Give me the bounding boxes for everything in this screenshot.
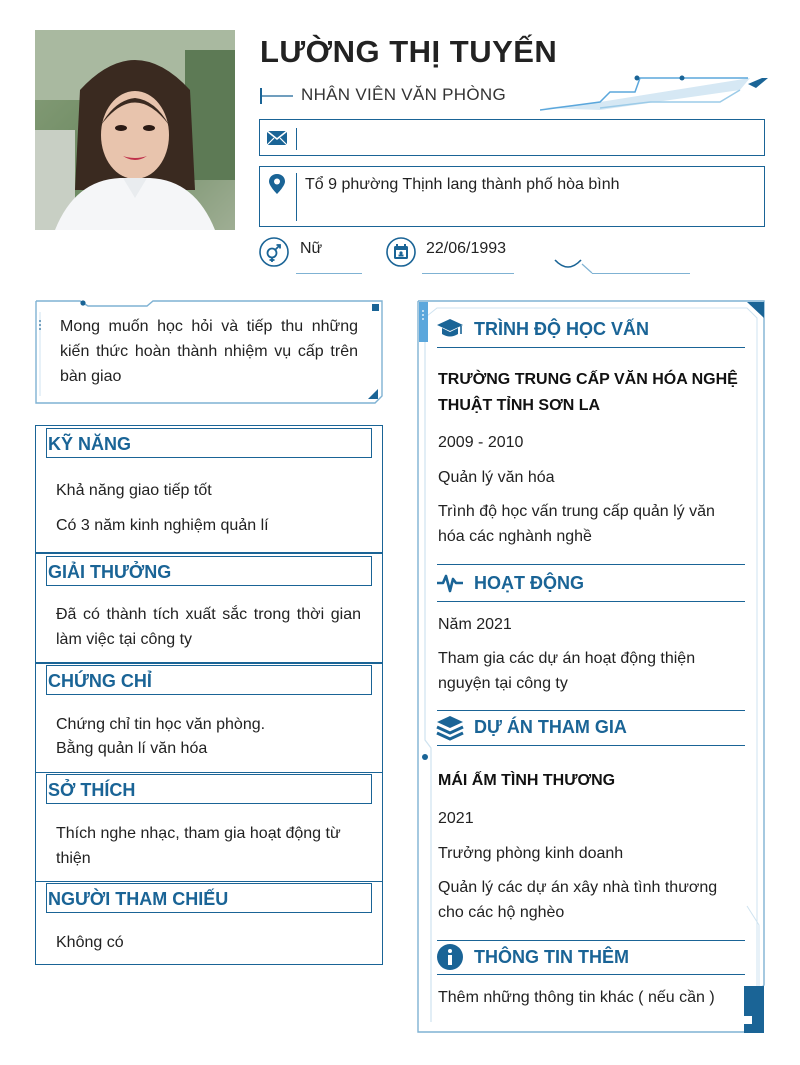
skill-item: Khả năng giao tiếp tốt — [56, 482, 212, 499]
email-box — [259, 119, 765, 156]
extra-title: THÔNG TIN THÊM — [474, 947, 629, 967]
profile-photo — [35, 30, 235, 230]
certificate-item: Bằng quản lí văn hóa — [56, 740, 208, 757]
hobbies-text: Thích nghe nhạc, tham gia hoạt động từ thiện — [56, 825, 341, 867]
projects-top-rule — [437, 710, 745, 711]
calendar-icon — [386, 237, 416, 267]
career-objective: Mong muốn học hỏi và tiếp thu những kiến thức hoàn thành nhiệm vụ cấp trên bàn giao — [60, 318, 358, 385]
address-value: Tổ 9 phường Thịnh lang thành phố hòa bình — [305, 176, 620, 193]
project-description: Quản lý các dự án xây nhà tình thương cho các hộ nghèo — [438, 879, 718, 921]
candidate-name: LƯỜNG THỊ TUYẾN — [260, 34, 558, 69]
gender-underline — [296, 273, 362, 274]
activities-rule — [437, 601, 745, 602]
pulse-icon — [436, 571, 464, 595]
activities-title: HOẠT ĐỘNG — [474, 573, 584, 593]
references-text: Không có — [56, 934, 124, 951]
awards-text: Đã có thành tích xuất sắc trong thời gian làm việc tại công ty — [56, 606, 361, 648]
references-title: NGƯỜI THAM CHIẾU — [48, 889, 229, 909]
gender-icon — [259, 237, 289, 267]
projects-rule — [437, 745, 745, 746]
education-title: TRÌNH ĐỘ HỌC VẤN — [474, 319, 649, 339]
certificate-item: Chứng chỉ tin học văn phòng. — [56, 716, 266, 733]
layers-icon — [436, 714, 464, 742]
project-role: Trưởng phòng kinh doanh — [438, 845, 624, 862]
activities-description: Tham gia các dự án hoạt động thiện nguyện tại công ty — [438, 650, 696, 692]
education-major: Quản lý văn hóa — [438, 469, 555, 486]
certificates-title-box — [46, 665, 372, 695]
extra-top-rule — [437, 940, 745, 941]
header-decoration — [540, 72, 770, 117]
birthday-value: 22/06/1993 — [426, 240, 507, 257]
education-period: 2009 - 2010 — [438, 434, 524, 451]
hidden-info-underline — [592, 273, 690, 274]
activities-period: Năm 2021 — [438, 616, 512, 633]
hobbies-title-box — [46, 774, 372, 804]
skill-item: Có 3 năm kinh nghiệm quản lí — [56, 517, 269, 534]
project-name: MÁI ẤM TÌNH THƯƠNG — [438, 772, 616, 789]
location-pin-icon — [265, 172, 289, 196]
project-year: 2021 — [438, 810, 474, 827]
awards-title-box — [46, 556, 372, 586]
certificates-title: CHỨNG CHỈ — [48, 671, 152, 691]
info-icon — [436, 943, 464, 971]
education-school: TRƯỜNG TRUNG CẤP VĂN HÓA NGHỆ THUẬT TỈNH SƠN LA — [438, 371, 738, 414]
awards-title: GIẢI THƯỞNG — [48, 562, 172, 582]
position-line-decoration — [260, 86, 296, 106]
activities-top-rule — [437, 564, 745, 565]
education-rule — [437, 347, 745, 348]
email-icon — [265, 126, 289, 150]
position-title: NHÂN VIÊN VĂN PHÒNG — [301, 85, 507, 104]
extra-text: Thêm những thông tin khác ( nếu cần ) — [438, 989, 715, 1006]
hidden-info-icon — [553, 258, 583, 270]
skills-title: KỸ NĂNG — [48, 434, 132, 454]
references-title-box — [46, 883, 372, 913]
hobbies-title: SỞ THÍCH — [48, 780, 136, 800]
birthday-underline — [422, 273, 514, 274]
graduation-cap-icon — [436, 316, 464, 342]
hidden-info-tick — [580, 262, 594, 276]
address-box — [259, 166, 765, 227]
extra-rule — [437, 974, 745, 975]
projects-title: DỰ ÁN THAM GIA — [474, 717, 627, 737]
education-description: Trình độ học vấn trung cấp quản lý văn hóa các nghành nghề — [438, 503, 715, 545]
skills-title-box — [46, 428, 372, 458]
gender-value: Nữ — [300, 240, 323, 257]
